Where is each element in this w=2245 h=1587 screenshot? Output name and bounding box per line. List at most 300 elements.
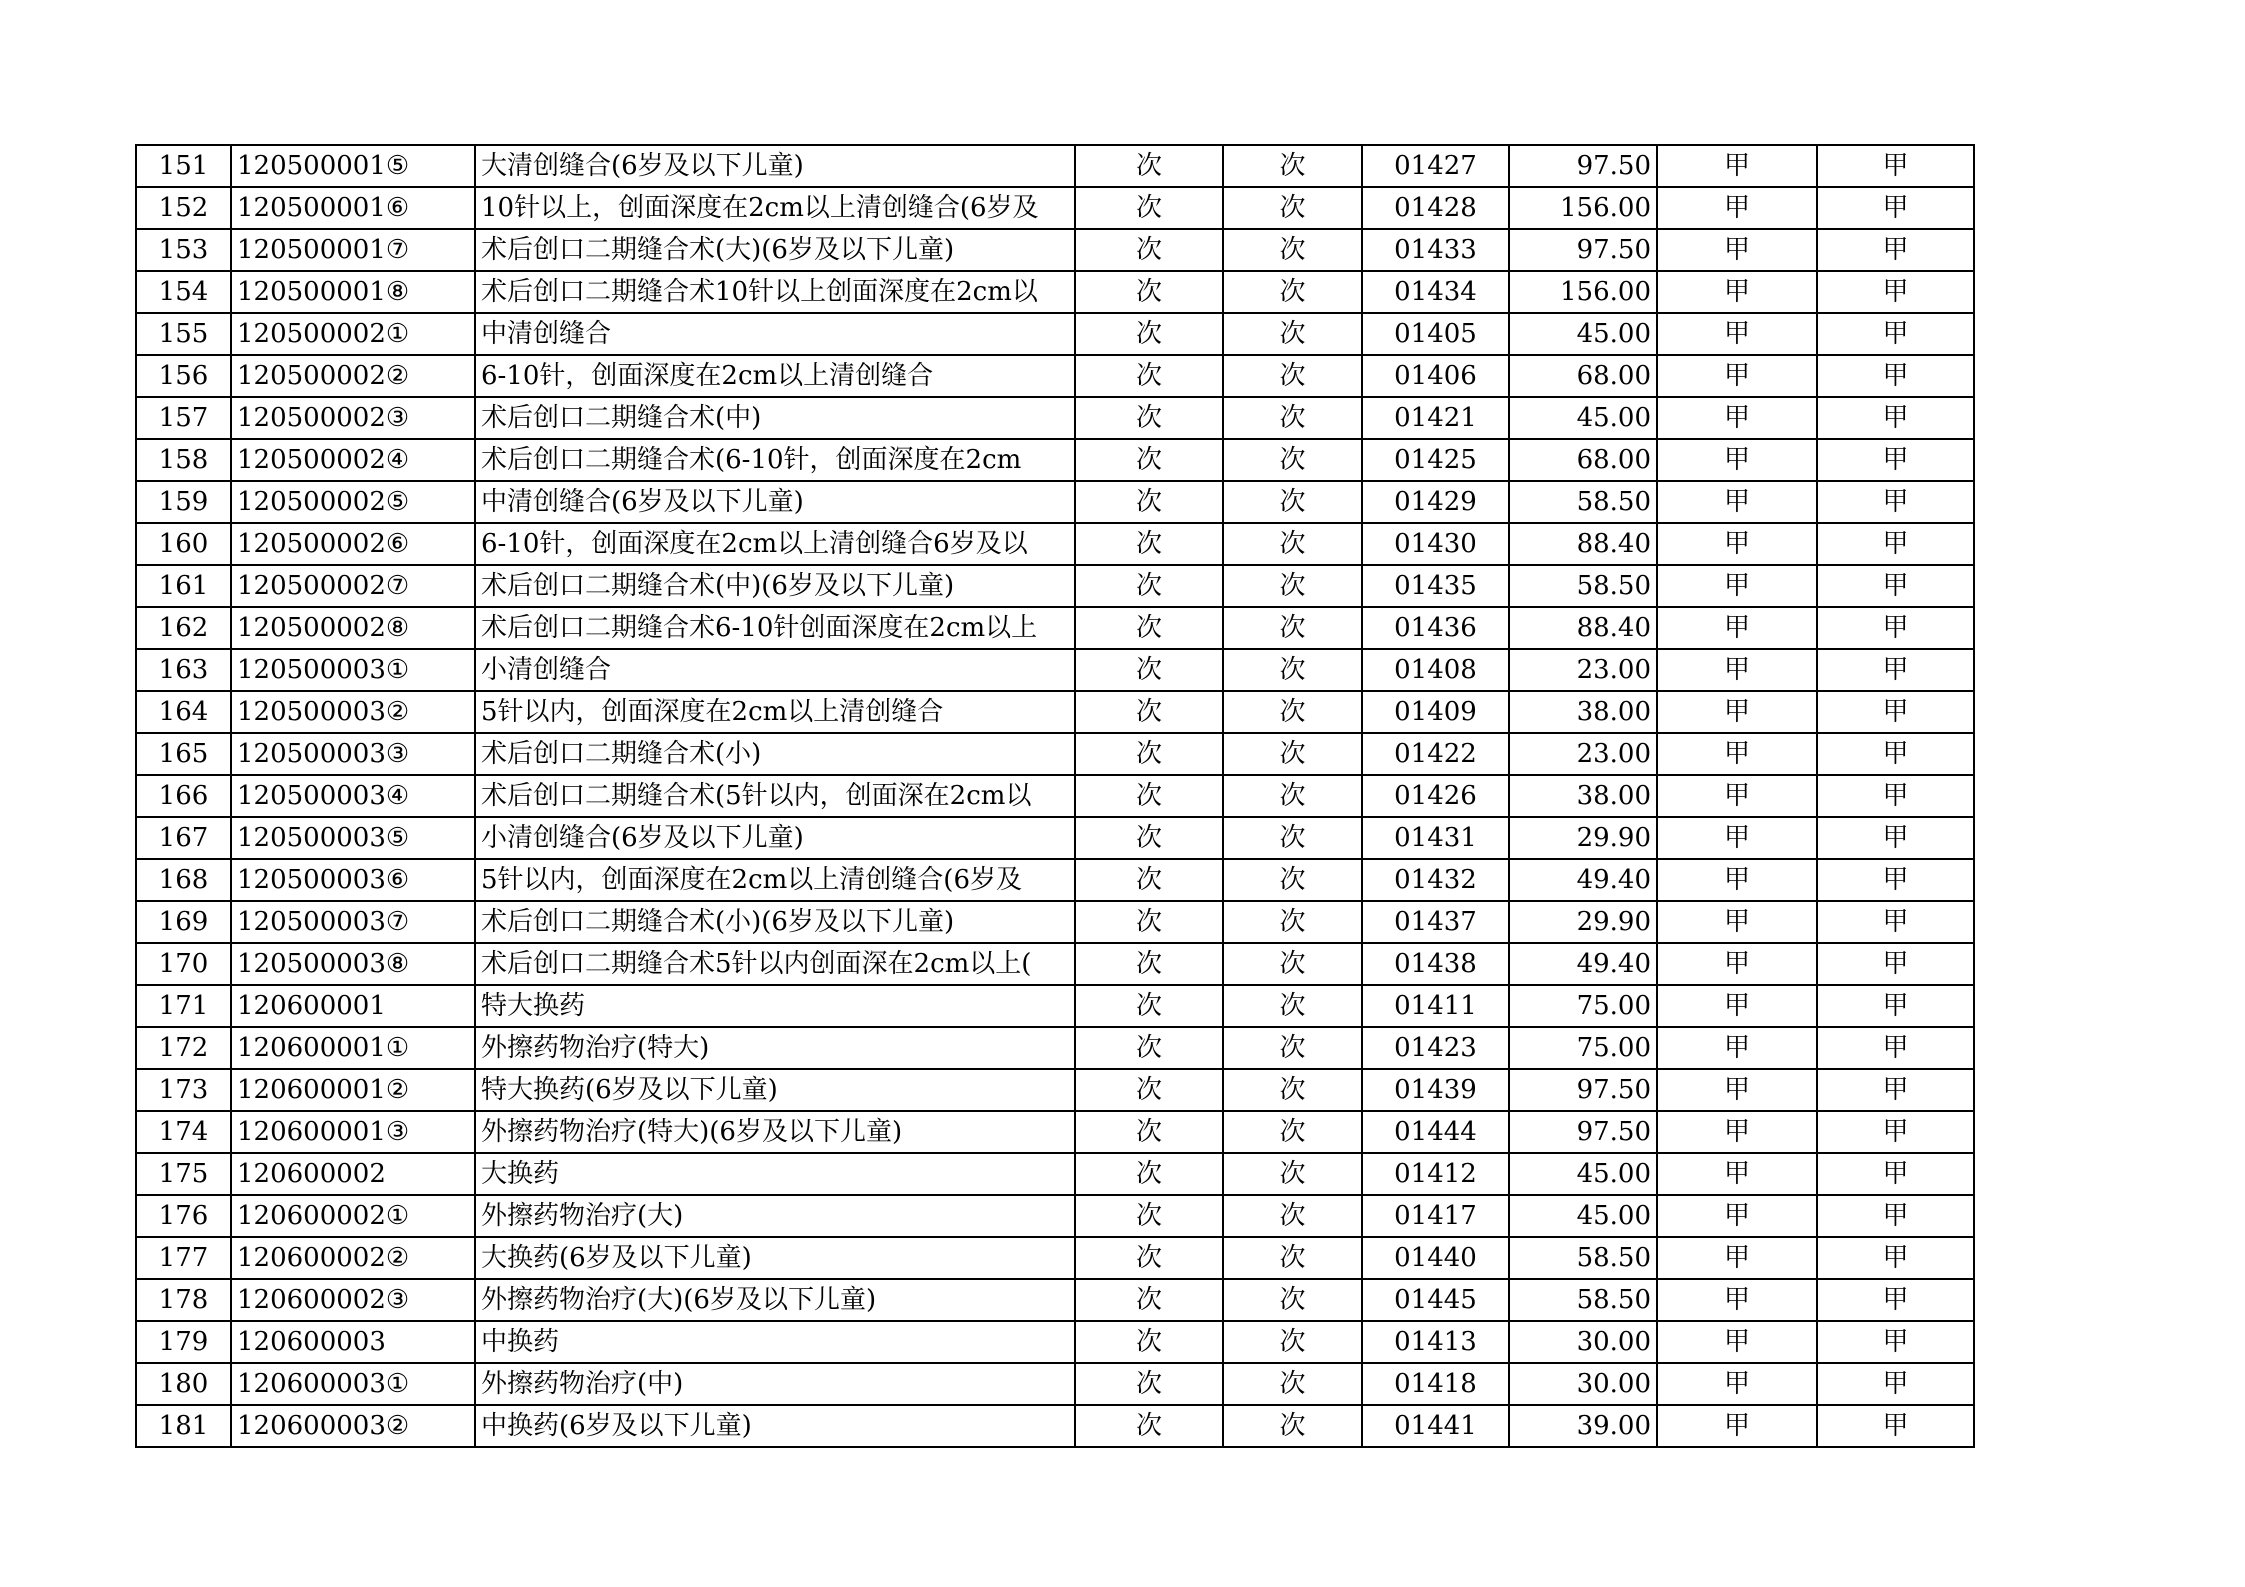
class-cell: 甲 [1657,187,1817,229]
class-cell: 甲 [1657,1279,1817,1321]
price-cell: 156.00 [1509,271,1657,313]
unit-cell: 次 [1075,481,1223,523]
table-row [136,145,1974,187]
billing-unit-cell: 次 [1223,145,1362,187]
unit-cell: 次 [1075,1279,1223,1321]
table-row [136,565,1974,607]
item-code-cell: 120600001② [231,1069,475,1111]
table-row [136,775,1974,817]
row-seq-cell: 160 [136,523,231,565]
billing-unit-cell: 次 [1223,691,1362,733]
code-number-cell: 01431 [1362,817,1509,859]
item-name-cell: 中清创缝合(6岁及以下儿童) [475,481,1075,523]
billing-unit-cell: 次 [1223,1027,1362,1069]
row-seq-cell: 180 [136,1363,231,1405]
item-code-cell: 120500003③ [231,733,475,775]
billing-unit-cell: 次 [1223,355,1362,397]
billing-unit-cell: 次 [1223,901,1362,943]
item-name-cell: 术后创口二期缝合术(中)(6岁及以下儿童) [475,565,1075,607]
unit-cell: 次 [1075,1363,1223,1405]
code-number-cell: 01426 [1362,775,1509,817]
billing-unit-cell: 次 [1223,943,1362,985]
billing-unit-cell: 次 [1223,1405,1362,1447]
item-code-cell: 120600002 [231,1153,475,1195]
code-number-cell: 01408 [1362,649,1509,691]
class-cell: 甲 [1657,1237,1817,1279]
class-cell-2: 甲 [1817,481,1974,523]
class-cell-2: 甲 [1817,775,1974,817]
table-row [136,607,1974,649]
row-seq-cell: 176 [136,1195,231,1237]
row-seq-cell: 167 [136,817,231,859]
row-seq-cell: 178 [136,1279,231,1321]
table-row [136,733,1974,775]
item-name-cell: 中清创缝合 [475,313,1075,355]
item-code-cell: 120500002⑦ [231,565,475,607]
item-code-cell: 120600002③ [231,1279,475,1321]
item-name-cell: 中换药(6岁及以下儿童) [475,1405,1075,1447]
code-number-cell: 01409 [1362,691,1509,733]
price-cell: 23.00 [1509,649,1657,691]
class-cell-2: 甲 [1817,1069,1974,1111]
item-code-cell: 120500001⑧ [231,271,475,313]
price-cell: 58.50 [1509,1279,1657,1321]
code-number-cell: 01405 [1362,313,1509,355]
unit-cell: 次 [1075,355,1223,397]
row-seq-cell: 161 [136,565,231,607]
row-seq-cell: 163 [136,649,231,691]
code-number-cell: 01406 [1362,355,1509,397]
row-seq-cell: 151 [136,145,231,187]
price-cell: 39.00 [1509,1405,1657,1447]
unit-cell: 次 [1075,187,1223,229]
code-number-cell: 01430 [1362,523,1509,565]
code-number-cell: 01422 [1362,733,1509,775]
code-number-cell: 01425 [1362,439,1509,481]
row-seq-cell: 170 [136,943,231,985]
table-row [136,649,1974,691]
unit-cell: 次 [1075,229,1223,271]
price-cell: 45.00 [1509,1195,1657,1237]
code-number-cell: 01429 [1362,481,1509,523]
item-name-cell: 6-10针，创面深度在2cm以上清创缝合6岁及以 [475,523,1075,565]
table-row [136,397,1974,439]
price-cell: 68.00 [1509,355,1657,397]
item-name-cell: 外擦药物治疗(大)(6岁及以下儿童) [475,1279,1075,1321]
code-number-cell: 01439 [1362,1069,1509,1111]
class-cell-2: 甲 [1817,943,1974,985]
unit-cell: 次 [1075,817,1223,859]
item-name-cell: 大换药(6岁及以下儿童) [475,1237,1075,1279]
table-row [136,481,1974,523]
price-cell: 29.90 [1509,901,1657,943]
row-seq-cell: 171 [136,985,231,1027]
unit-cell: 次 [1075,523,1223,565]
billing-unit-cell: 次 [1223,481,1362,523]
class-cell-2: 甲 [1817,733,1974,775]
table-row [136,901,1974,943]
billing-unit-cell: 次 [1223,817,1362,859]
class-cell: 甲 [1657,229,1817,271]
row-seq-cell: 172 [136,1027,231,1069]
item-code-cell: 120500003② [231,691,475,733]
table-row [136,1279,1974,1321]
item-name-cell: 大换药 [475,1153,1075,1195]
class-cell-2: 甲 [1817,1153,1974,1195]
class-cell-2: 甲 [1817,187,1974,229]
price-cell: 45.00 [1509,1153,1657,1195]
class-cell-2: 甲 [1817,607,1974,649]
item-name-cell: 特大换药 [475,985,1075,1027]
item-name-cell: 5针以内，创面深度在2cm以上清创缝合(6岁及 [475,859,1075,901]
class-cell: 甲 [1657,901,1817,943]
class-cell-2: 甲 [1817,1405,1974,1447]
table-row [136,1027,1974,1069]
billing-unit-cell: 次 [1223,565,1362,607]
item-code-cell: 120500001⑤ [231,145,475,187]
class-cell: 甲 [1657,397,1817,439]
item-name-cell: 6-10针，创面深度在2cm以上清创缝合 [475,355,1075,397]
table-row [136,229,1974,271]
class-cell: 甲 [1657,985,1817,1027]
code-number-cell: 01417 [1362,1195,1509,1237]
row-seq-cell: 175 [136,1153,231,1195]
unit-cell: 次 [1075,775,1223,817]
price-cell: 49.40 [1509,859,1657,901]
billing-unit-cell: 次 [1223,607,1362,649]
table-row [136,1153,1974,1195]
class-cell: 甲 [1657,1069,1817,1111]
class-cell-2: 甲 [1817,859,1974,901]
row-seq-cell: 164 [136,691,231,733]
row-seq-cell: 152 [136,187,231,229]
billing-unit-cell: 次 [1223,397,1362,439]
price-cell: 45.00 [1509,397,1657,439]
price-cell: 97.50 [1509,1111,1657,1153]
row-seq-cell: 168 [136,859,231,901]
row-seq-cell: 181 [136,1405,231,1447]
class-cell-2: 甲 [1817,1279,1974,1321]
item-code-cell: 120500003⑧ [231,943,475,985]
class-cell-2: 甲 [1817,355,1974,397]
item-code-cell: 120500002③ [231,397,475,439]
row-seq-cell: 158 [136,439,231,481]
table-row [136,817,1974,859]
class-cell: 甲 [1657,523,1817,565]
billing-unit-cell: 次 [1223,733,1362,775]
code-number-cell: 01436 [1362,607,1509,649]
code-number-cell: 01413 [1362,1321,1509,1363]
item-name-cell: 小清创缝合 [475,649,1075,691]
table-row [136,439,1974,481]
unit-cell: 次 [1075,1027,1223,1069]
unit-cell: 次 [1075,691,1223,733]
item-code-cell: 120500003⑤ [231,817,475,859]
billing-unit-cell: 次 [1223,1279,1362,1321]
table-row [136,1405,1974,1447]
item-code-cell: 120500001⑥ [231,187,475,229]
class-cell: 甲 [1657,271,1817,313]
item-name-cell: 术后创口二期缝合术(中) [475,397,1075,439]
billing-unit-cell: 次 [1223,1321,1362,1363]
unit-cell: 次 [1075,565,1223,607]
code-number-cell: 01428 [1362,187,1509,229]
price-cell: 97.50 [1509,145,1657,187]
item-name-cell: 外擦药物治疗(特大)(6岁及以下儿童) [475,1111,1075,1153]
price-cell: 156.00 [1509,187,1657,229]
item-code-cell: 120500002① [231,313,475,355]
class-cell-2: 甲 [1817,649,1974,691]
item-name-cell: 特大换药(6岁及以下儿童) [475,1069,1075,1111]
unit-cell: 次 [1075,943,1223,985]
billing-unit-cell: 次 [1223,1111,1362,1153]
class-cell-2: 甲 [1817,1111,1974,1153]
code-number-cell: 01421 [1362,397,1509,439]
unit-cell: 次 [1075,313,1223,355]
row-seq-cell: 154 [136,271,231,313]
row-seq-cell: 177 [136,1237,231,1279]
class-cell: 甲 [1657,565,1817,607]
row-seq-cell: 159 [136,481,231,523]
row-seq-cell: 155 [136,313,231,355]
row-seq-cell: 156 [136,355,231,397]
class-cell-2: 甲 [1817,1027,1974,1069]
price-cell: 88.40 [1509,607,1657,649]
item-name-cell: 术后创口二期缝合术5针以内创面深在2cm以上( [475,943,1075,985]
class-cell: 甲 [1657,145,1817,187]
unit-cell: 次 [1075,439,1223,481]
price-cell: 97.50 [1509,229,1657,271]
class-cell: 甲 [1657,859,1817,901]
table-row [136,1111,1974,1153]
unit-cell: 次 [1075,901,1223,943]
item-code-cell: 120600002② [231,1237,475,1279]
row-seq-cell: 153 [136,229,231,271]
price-cell: 30.00 [1509,1363,1657,1405]
item-name-cell: 术后创口二期缝合术(5针以内，创面深在2cm以 [475,775,1075,817]
unit-cell: 次 [1075,145,1223,187]
item-code-cell: 120500002② [231,355,475,397]
item-code-cell: 120500001⑦ [231,229,475,271]
table-row [136,271,1974,313]
billing-unit-cell: 次 [1223,439,1362,481]
unit-cell: 次 [1075,1153,1223,1195]
table-row [136,985,1974,1027]
price-cell: 49.40 [1509,943,1657,985]
code-number-cell: 01412 [1362,1153,1509,1195]
class-cell-2: 甲 [1817,397,1974,439]
item-code-cell: 120500002⑤ [231,481,475,523]
unit-cell: 次 [1075,1237,1223,1279]
class-cell-2: 甲 [1817,1195,1974,1237]
code-number-cell: 01444 [1362,1111,1509,1153]
class-cell-2: 甲 [1817,817,1974,859]
item-code-cell: 120500003⑥ [231,859,475,901]
item-code-cell: 120500003⑦ [231,901,475,943]
class-cell: 甲 [1657,817,1817,859]
class-cell: 甲 [1657,439,1817,481]
item-name-cell: 外擦药物治疗(特大) [475,1027,1075,1069]
class-cell: 甲 [1657,691,1817,733]
billing-unit-cell: 次 [1223,1069,1362,1111]
table-row [136,1069,1974,1111]
class-cell: 甲 [1657,1321,1817,1363]
item-name-cell: 10针以上，创面深度在2cm以上清创缝合(6岁及 [475,187,1075,229]
class-cell-2: 甲 [1817,1363,1974,1405]
item-name-cell: 小清创缝合(6岁及以下儿童) [475,817,1075,859]
class-cell: 甲 [1657,733,1817,775]
code-number-cell: 01441 [1362,1405,1509,1447]
item-code-cell: 120500002④ [231,439,475,481]
class-cell-2: 甲 [1817,523,1974,565]
fee-table [135,144,1975,1448]
unit-cell: 次 [1075,1321,1223,1363]
price-cell: 30.00 [1509,1321,1657,1363]
class-cell: 甲 [1657,649,1817,691]
table-row [136,523,1974,565]
billing-unit-cell: 次 [1223,271,1362,313]
item-code-cell: 120500002⑧ [231,607,475,649]
table-row [136,187,1974,229]
table-row [136,943,1974,985]
row-seq-cell: 166 [136,775,231,817]
item-code-cell: 120500002⑥ [231,523,475,565]
item-code-cell: 120600001③ [231,1111,475,1153]
billing-unit-cell: 次 [1223,229,1362,271]
class-cell: 甲 [1657,1363,1817,1405]
billing-unit-cell: 次 [1223,313,1362,355]
class-cell: 甲 [1657,481,1817,523]
item-code-cell: 120600003① [231,1363,475,1405]
table-row [136,1363,1974,1405]
class-cell-2: 甲 [1817,691,1974,733]
price-cell: 88.40 [1509,523,1657,565]
price-cell: 58.50 [1509,481,1657,523]
class-cell: 甲 [1657,1195,1817,1237]
code-number-cell: 01437 [1362,901,1509,943]
item-code-cell: 120500003① [231,649,475,691]
code-number-cell: 01432 [1362,859,1509,901]
unit-cell: 次 [1075,607,1223,649]
code-number-cell: 01434 [1362,271,1509,313]
class-cell: 甲 [1657,1405,1817,1447]
table-row [136,859,1974,901]
table-row [136,355,1974,397]
price-cell: 58.50 [1509,1237,1657,1279]
item-name-cell: 术后创口二期缝合术(小)(6岁及以下儿童) [475,901,1075,943]
item-code-cell: 120500003④ [231,775,475,817]
price-cell: 97.50 [1509,1069,1657,1111]
class-cell-2: 甲 [1817,313,1974,355]
class-cell: 甲 [1657,607,1817,649]
billing-unit-cell: 次 [1223,1363,1362,1405]
class-cell-2: 甲 [1817,901,1974,943]
table-row [136,1321,1974,1363]
class-cell: 甲 [1657,1153,1817,1195]
price-cell: 58.50 [1509,565,1657,607]
class-cell: 甲 [1657,943,1817,985]
item-name-cell: 5针以内，创面深度在2cm以上清创缝合 [475,691,1075,733]
price-cell: 38.00 [1509,691,1657,733]
unit-cell: 次 [1075,1069,1223,1111]
billing-unit-cell: 次 [1223,859,1362,901]
fee-table-body [136,145,1974,1447]
billing-unit-cell: 次 [1223,1153,1362,1195]
item-name-cell: 大清创缝合(6岁及以下儿童) [475,145,1075,187]
class-cell-2: 甲 [1817,145,1974,187]
item-name-cell: 中换药 [475,1321,1075,1363]
code-number-cell: 01411 [1362,985,1509,1027]
code-number-cell: 01427 [1362,145,1509,187]
billing-unit-cell: 次 [1223,1195,1362,1237]
item-name-cell: 外擦药物治疗(大) [475,1195,1075,1237]
table-row [136,1195,1974,1237]
class-cell-2: 甲 [1817,439,1974,481]
item-name-cell: 术后创口二期缝合术6-10针创面深度在2cm以上 [475,607,1075,649]
unit-cell: 次 [1075,1195,1223,1237]
price-cell: 75.00 [1509,985,1657,1027]
price-cell: 68.00 [1509,439,1657,481]
item-name-cell: 术后创口二期缝合术(6-10针，创面深度在2cm [475,439,1075,481]
code-number-cell: 01418 [1362,1363,1509,1405]
item-code-cell: 120600003 [231,1321,475,1363]
class-cell-2: 甲 [1817,985,1974,1027]
class-cell: 甲 [1657,355,1817,397]
code-number-cell: 01445 [1362,1279,1509,1321]
billing-unit-cell: 次 [1223,1237,1362,1279]
billing-unit-cell: 次 [1223,649,1362,691]
class-cell-2: 甲 [1817,565,1974,607]
class-cell-2: 甲 [1817,271,1974,313]
row-seq-cell: 165 [136,733,231,775]
item-code-cell: 120600003② [231,1405,475,1447]
billing-unit-cell: 次 [1223,775,1362,817]
table-row [136,691,1974,733]
price-cell: 45.00 [1509,313,1657,355]
unit-cell: 次 [1075,1405,1223,1447]
code-number-cell: 01435 [1362,565,1509,607]
unit-cell: 次 [1075,271,1223,313]
price-cell: 38.00 [1509,775,1657,817]
table-row [136,1237,1974,1279]
price-cell: 29.90 [1509,817,1657,859]
unit-cell: 次 [1075,649,1223,691]
billing-unit-cell: 次 [1223,187,1362,229]
code-number-cell: 01433 [1362,229,1509,271]
item-code-cell: 120600002① [231,1195,475,1237]
billing-unit-cell: 次 [1223,523,1362,565]
unit-cell: 次 [1075,397,1223,439]
row-seq-cell: 174 [136,1111,231,1153]
table-row [136,313,1974,355]
class-cell-2: 甲 [1817,229,1974,271]
row-seq-cell: 179 [136,1321,231,1363]
code-number-cell: 01423 [1362,1027,1509,1069]
row-seq-cell: 162 [136,607,231,649]
code-number-cell: 01440 [1362,1237,1509,1279]
row-seq-cell: 169 [136,901,231,943]
class-cell: 甲 [1657,1027,1817,1069]
unit-cell: 次 [1075,733,1223,775]
unit-cell: 次 [1075,985,1223,1027]
unit-cell: 次 [1075,1111,1223,1153]
item-name-cell: 外擦药物治疗(中) [475,1363,1075,1405]
item-code-cell: 120600001 [231,985,475,1027]
price-cell: 23.00 [1509,733,1657,775]
item-code-cell: 120600001① [231,1027,475,1069]
price-cell: 75.00 [1509,1027,1657,1069]
class-cell: 甲 [1657,1111,1817,1153]
